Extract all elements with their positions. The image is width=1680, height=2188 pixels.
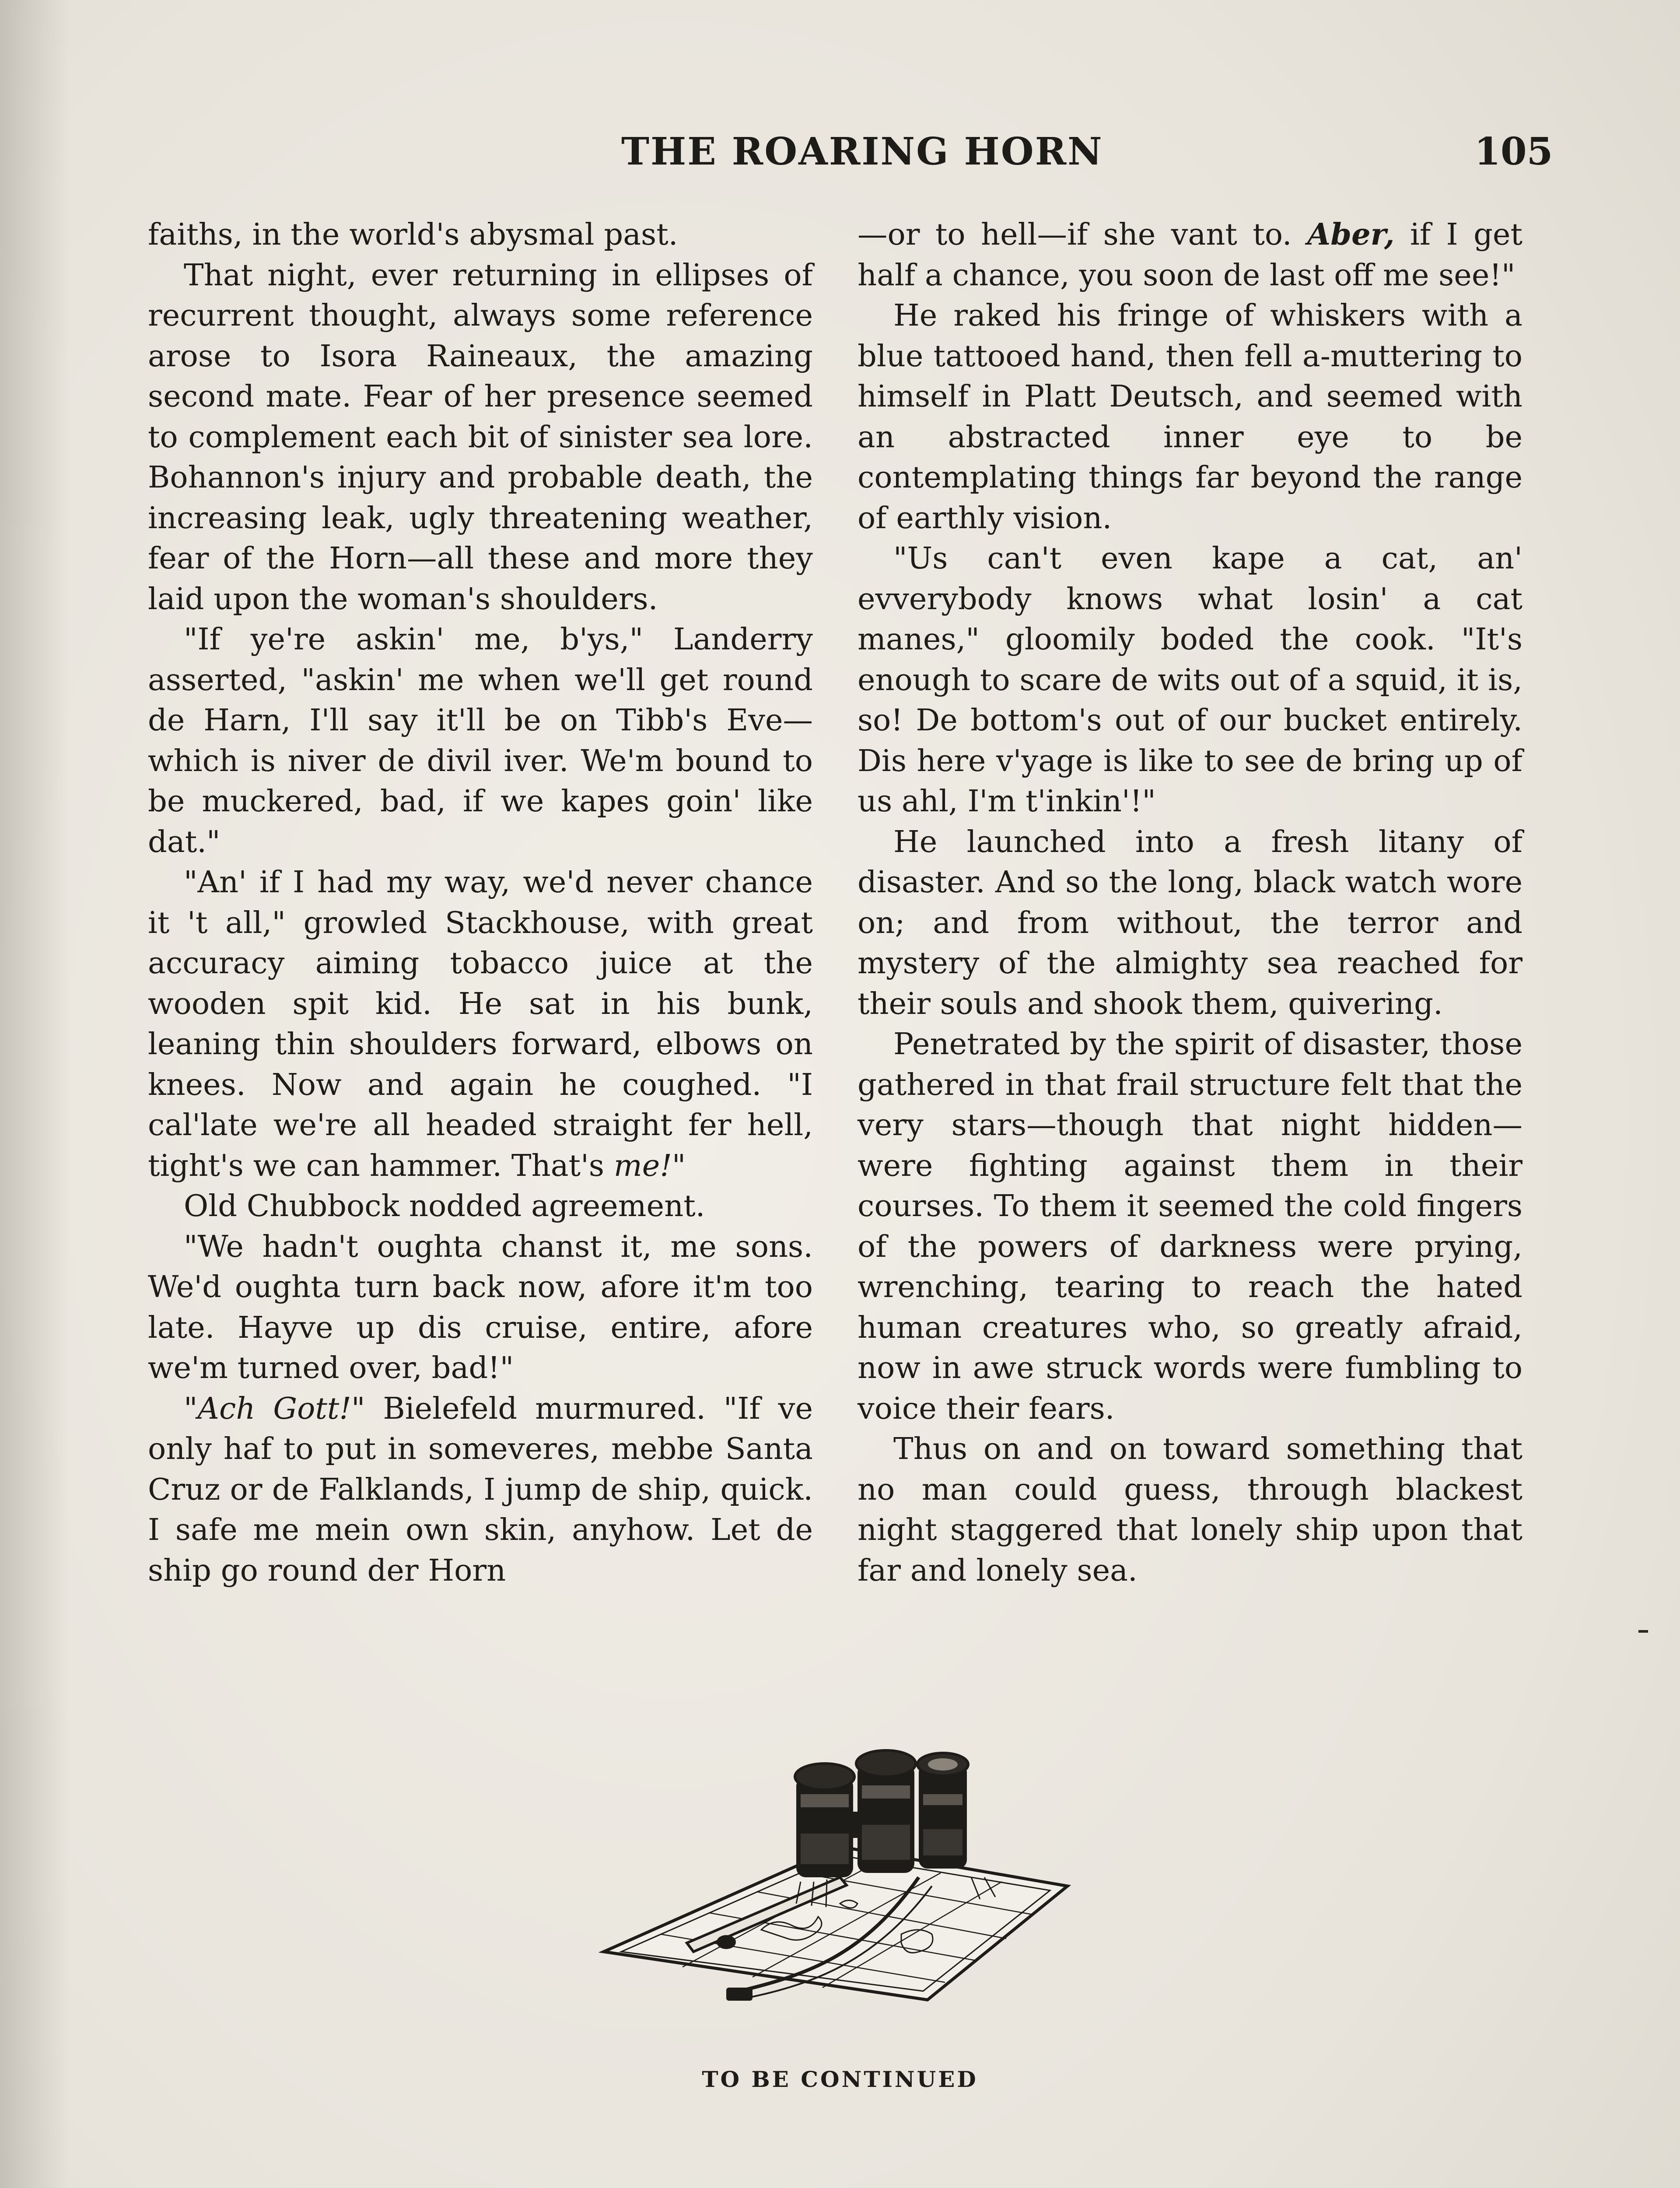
paragraph-text: " <box>184 1391 198 1426</box>
edge-mark <box>1638 1630 1648 1633</box>
paragraph: Thus on and on toward something that no man could guess, through blackest night staggered that lonely ship upon that far and lonely sea. <box>858 1431 1522 1588</box>
paragraph: "If ye're askin' me, b'ys," Landerry asserted, "askin' me when we'll get round de Harn, I'll say it'll be on Tibb's Eve—which is niver de divil iver. We'm bound to be muckered, bad, if we kapes goin' like dat." <box>148 622 813 859</box>
paragraph: Penetrated by the spirit of disaster, those gathered in that frail structure felt that the very stars—though that night hidden—were fighting against them in their courses. To them it seemed the cold fingers of the powers of darkness were prying, wrenching, tearing to reach the hated human creatures who, so greatly afraid, now in awe struck words were fumbling to voice their fears. <box>858 1027 1522 1426</box>
paragraph: "Us can't even kape a cat, an' evverybody knows what losin' a cat manes," gloomily boded the cook. "It's enough to scare de wits out of a squid, it is, so! De bottom's out of our bucket entirely. Dis here v'yage is like to see de bring up of us ahl, I'm t'inkin'!" <box>858 541 1522 819</box>
paragraph: He launched into a fresh litany of disaster. And so the long, black watch wore on; and from without, the terror and mystery of the almighty sea reached for their souls and shook them, quivering. <box>858 824 1522 1021</box>
paragraph: faiths, in the world's abysmal past. <box>148 217 678 252</box>
emphasis-text: Aber, <box>1307 217 1395 252</box>
paragraph: Old Chubbock nodded agreement. <box>184 1189 705 1224</box>
paragraph <box>148 1389 813 1591</box>
page-number: 105 <box>1474 130 1553 174</box>
paragraph <box>858 214 1522 295</box>
paragraph <box>148 862 813 1186</box>
paragraph-text: "An' if I had my way, we'd never chance it 't all," growled Stackhouse, with great accuracy aiming tobacco juice at the wooden spit kid. He sat in his bunk, leaning thin shoulders forward, elbows on knees. Now and again he coughed. "I cal'late we're all headed straight fer hell, tight's we can hammer. That's <box>148 865 813 1183</box>
paragraph-text: " Bielefeld murmured. "If ve only haf to put in someveres, mebbe Santa Cruz or de Falklands, I jump de ship, quick. I safe me mein own skin, anyhow. Let de ship go round der Horn <box>148 1391 813 1588</box>
paragraph-text: if I get half a chance, you soon de last off me see!" <box>858 217 1522 293</box>
right-text-column <box>858 214 1522 1591</box>
paragraph: That night, ever returning in ellipses of recurrent thought, always some reference arose to Isora Raineaux, the amazing second mate. Fear of her presence seemed to complement each bit of sinister sea lore. Bohannon's injury and probable death, the increasing leak, ugly threatening weather, fear of the Horn—all these and more they laid upon the woman's shoulders. <box>148 257 813 617</box>
emphasis-text: Ach Gott! <box>197 1391 351 1426</box>
paragraph-text: " <box>672 1148 686 1183</box>
left-text-column <box>148 214 813 1591</box>
emphasis-text: me! <box>613 1148 672 1183</box>
paragraph: "We hadn't oughta chanst it, me sons. We'd oughta turn back now, afore it'm too late. Hayve up dis cruise, entire, afore we'm turned over, bad!" <box>148 1229 813 1385</box>
to-be-continued-label: TO BE CONTINUED <box>702 2066 978 2092</box>
paragraph: He raked his fringe of whiskers with a blue tattooed hand, then fell a-muttering to himself in Platt Deutsch, and seemed with an abstracted inner eye to be contemplating things far beyond the range of earthly vision. <box>858 298 1522 536</box>
running-title: THE ROARING HORN <box>621 130 1103 174</box>
page-gutter-shadow <box>0 0 70 2188</box>
paragraph-text: —or to hell—if she vant to. <box>858 217 1308 252</box>
binoculars-on-chart-icon <box>595 1746 1085 2017</box>
